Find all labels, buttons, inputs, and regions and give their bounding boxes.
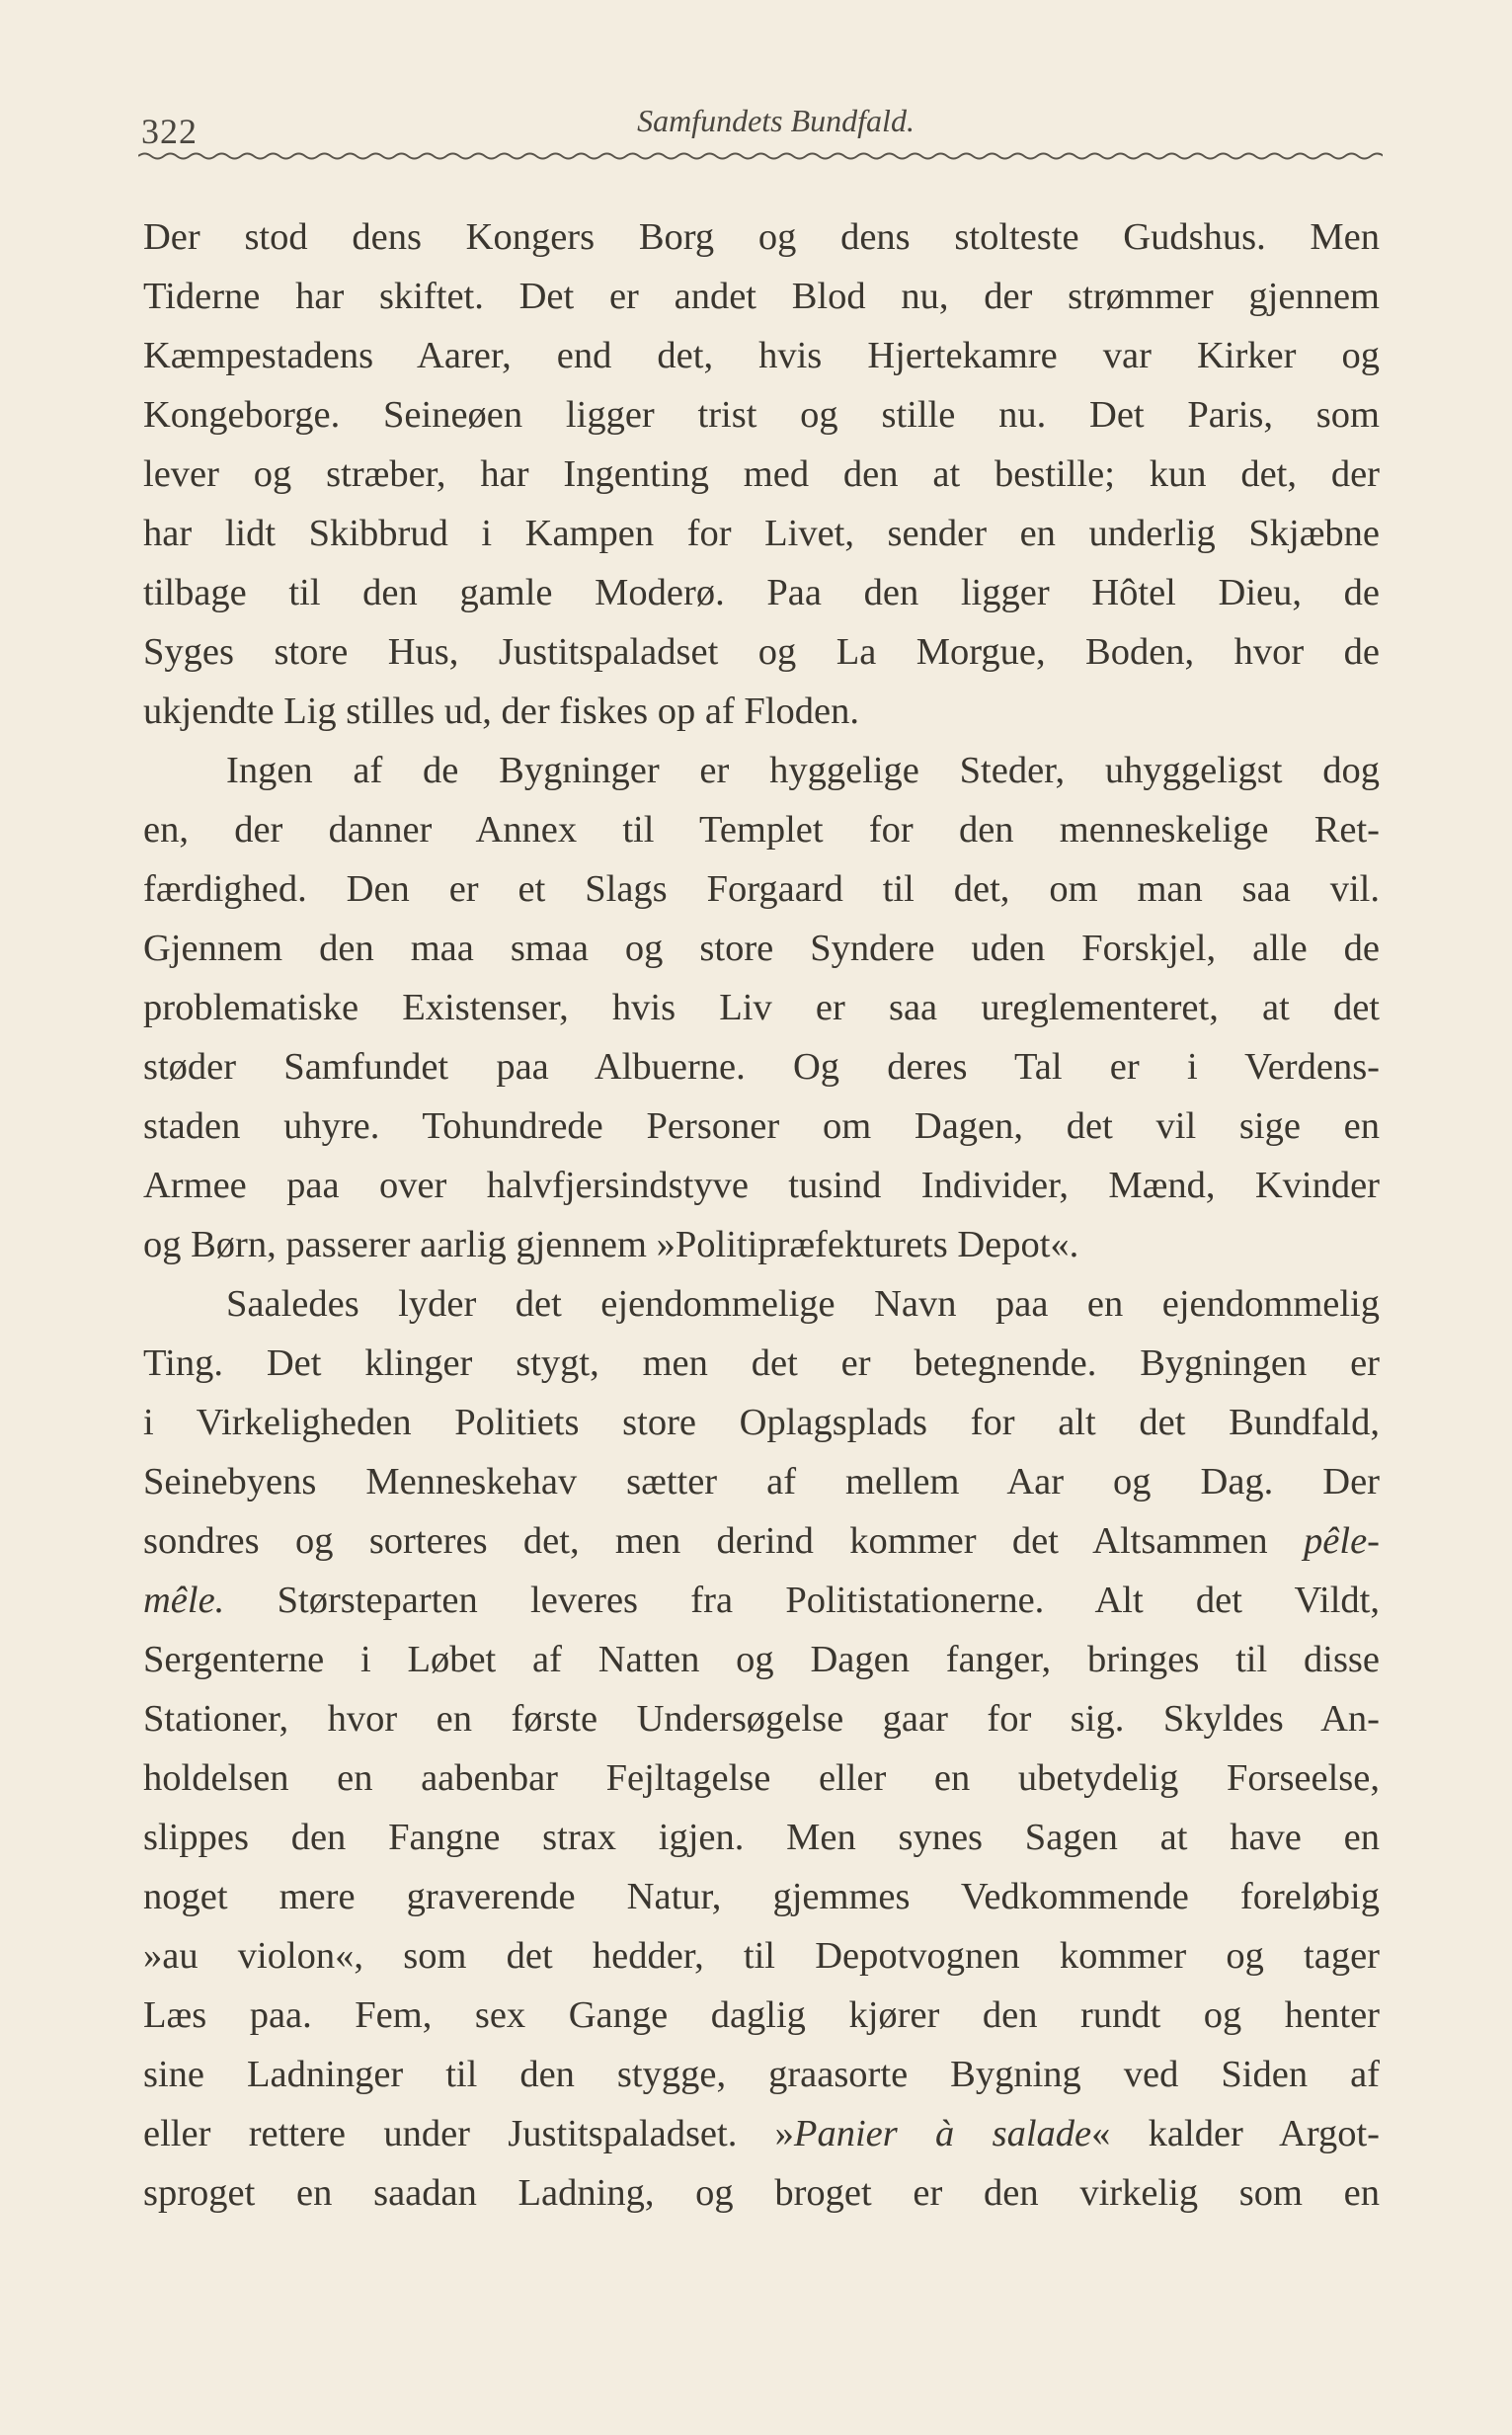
text-line: har lidt Skibbrud i Kampen for Livet, sender en underlig Skjæbne: [143, 513, 1380, 554]
text-line: problematiske Existenser, hvis Liv er saa ureglementeret, at det: [143, 987, 1380, 1028]
text-segment: sondres og sorteres det, men derind kommer det Altsammen: [143, 1520, 1305, 1562]
text-line: [143, 1511, 1380, 1571]
text-segment: eller rettere under Justitspaladset. »: [143, 2113, 794, 2154]
italic-phrase: Panier à salade: [793, 2113, 1092, 2154]
text-line: [143, 1571, 1380, 1630]
ornamental-wavy-rule: [138, 148, 1383, 164]
text-line: Saaledes lyder det ejendommelige Navn paa en ejendommelig: [226, 1283, 1380, 1325]
text-line: Læs paa. Fem, sex Gange daglig kjører den rundt og henter: [143, 1994, 1380, 2036]
text-line: Tiderne har skiftet. Det er andet Blod nu, der strømmer gjennem: [143, 276, 1380, 317]
text-line: og Børn, passerer aarlig gjennem »Politipræfekturets Depot«.: [143, 1224, 1079, 1265]
text-line: »au violon«, som det hedder, til Depotvognen kommer og tager: [143, 1935, 1380, 1977]
italic-phrase: pêle-: [1304, 1520, 1380, 1562]
text-line: sproget en saadan Ladning, og broget er den virkelig som en: [143, 2172, 1380, 2214]
text-segment: « kalder Argot-: [1091, 2113, 1381, 2154]
body-text: [143, 207, 1380, 2223]
text-line: Kæmpestadens Aarer, end det, hvis Hjertekamre var Kirker og: [143, 335, 1380, 376]
text-line: sine Ladninger til den stygge, graasorte Bygning ved Siden af: [143, 2054, 1380, 2095]
text-line: Sergenterne i Løbet af Natten og Dagen fanger, bringes til disse: [143, 1639, 1380, 1680]
text-line: Kongeborge. Seineøen ligger trist og stille nu. Det Paris, som: [143, 394, 1380, 436]
text-line: støder Samfundet paa Albuerne. Og deres Tal er i Verdens-: [143, 1046, 1380, 1088]
text-line: holdelsen en aabenbar Fejltagelse eller en ubetydelig Forseelse,: [143, 1757, 1380, 1799]
running-title: Samfundets Bundfald.: [637, 103, 915, 138]
page-number: 322: [141, 112, 198, 151]
text-line: Armee paa over halvfjersindstyve tusind Individer, Mænd, Kvinder: [143, 1165, 1380, 1206]
text-line: lever og stræber, har Ingenting med den at bestille; kun det, der: [143, 453, 1380, 495]
text-line: færdighed. Den er et Slags Forgaard til det, om man saa vil.: [143, 868, 1380, 910]
text-line: i Virkeligheden Politiets store Oplagsplads for alt det Bundfald,: [143, 1402, 1380, 1443]
text-line: [143, 2104, 1380, 2163]
text-line: ukjendte Lig stilles ud, der fiskes op af Floden.: [143, 690, 859, 732]
text-line: en, der danner Annex til Templet for den menneskelige Ret-: [143, 809, 1380, 851]
text-line: Seinebyens Menneskehav sætter af mellem Aar og Dag. Der: [143, 1461, 1380, 1502]
text-line: Der stod dens Kongers Borg og dens stolteste Gudshus. Men: [143, 216, 1380, 258]
text-line: Syges store Hus, Justitspaladset og La Morgue, Boden, hvor de: [143, 631, 1380, 673]
text-line: staden uhyre. Tohundrede Personer om Dagen, det vil sige en: [143, 1105, 1380, 1147]
text-segment: Størsteparten leveres fra Politistationerne. Alt det Vildt,: [224, 1580, 1380, 1621]
text-line: Gjennem den maa smaa og store Syndere uden Forskjel, alle de: [143, 928, 1380, 969]
text-line: tilbage til den gamle Moderø. Paa den ligger Hôtel Dieu, de: [143, 572, 1380, 613]
text-line: Stationer, hvor en første Undersøgelse gaar for sig. Skyldes An-: [143, 1698, 1380, 1740]
italic-phrase: mêle.: [143, 1580, 225, 1621]
text-line: slippes den Fangne strax igjen. Men synes Sagen at have en: [143, 1817, 1380, 1858]
text-line: Ingen af de Bygninger er hyggelige Steder, uhyggeligst dog: [226, 750, 1380, 791]
text-line: Ting. Det klinger stygt, men det er betegnende. Bygningen er: [143, 1342, 1380, 1384]
text-line: noget mere graverende Natur, gjemmes Vedkommende foreløbig: [143, 1876, 1380, 1917]
